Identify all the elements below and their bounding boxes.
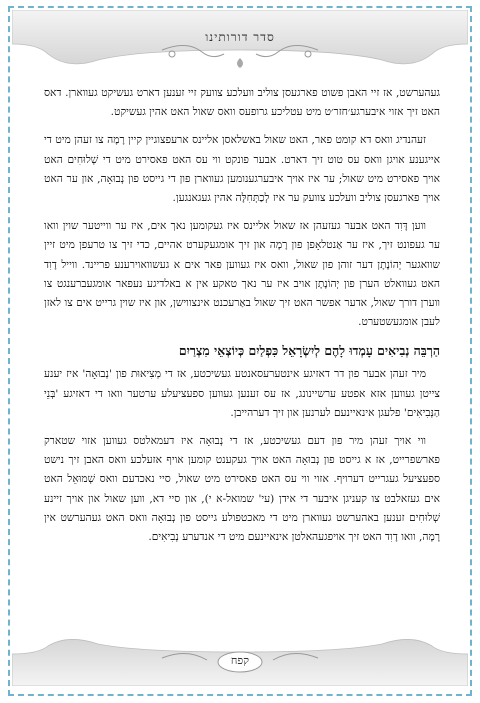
- paragraph-1: געהערשט, אז זיי האבן פשוט פארגעסן צוליב וועלכע צוועק זיי זענען דארט געשיקט געווארן. דאס האט זיך אזוי איבערגע׳חזר׳ט מיט עטליכע גרופעס וואס שאול האט אהין געשיקט.: [44, 87, 440, 119]
- body-text: [44, 84, 440, 556]
- paragraph-5: ווי אויך זעהן מיר פון דעם געשיכטע, אז די נְבוּאָה איז דעמאלטס געווען אזוי שטארק פארשפרייט, אז א גייסט פון נְבוּאָה האט אויך געקענט קומען אויף אזעלכע וואס האבן זיך נישט ספעציעל געגרייט דערויף. אזוי ווי עס האט פאסירט מיט שאול, סיי נאכדעם וואס שְׁמוּאֵל האט אים געזאלבט צו קעניגן איבער די אידן (עי' שמואל-א י), און סיי דא, ווען שאול און אויך זיינע שְׁלוּחִים זענען באהערשט געווארן מיט די מאכטפולע גייסט פון נְבוּאָה וואס האט געהערשט אין רָמָה, וואו דָוִד האט זיך אויפגעהאלטן אינאיינעם מיט די אנדערע נְבִיאִים.: [44, 435, 440, 544]
- page-header: [12, 10, 468, 72]
- paragraph-2: זעהנדיג וואס דא קומט פאר, האט שאול באשלאסן אליינס ארעפצוגיין קיין רָמָה צו זעהן מיט די אייגענע אויגן וואס עס טוט זיך דארט. אבער פונקט ווי עס האט פאסירט מיט די שְׁלוּחִים האט אויך פאסירט מיט שאול; ער איז אויך איבערגענומען געווארן פון די גייסט פון נְבוּאָה, און ער האט אויך פארגעסן צוליב וועלכע צוועק ער איז לְכַתְּחִלָּה אהין געגאנגען.: [44, 134, 440, 205]
- paragraph-4: מיר זעהן אבער פון דר דאזיגע אינטערעסאנטע געשיכטע, אז די מְצִיאוּת פון 'נְבוּאָה' איז יענע צייטן געווען אזא אפטע ערשיינונג, אז עס זענען געווען ספעציעלע ערטער וואו די דאזיגע 'בְּנֵי הַנְּבִיאִים' פלעגן אינאיינעם לערנען און זיך דערהייבן.: [44, 368, 440, 419]
- section-heading: הַרְבֵּה נְבִיאִים עָמְדוּ לָהֶם לְיִשְׂרָאֵל כִּפְלַיִם כְּיוֹצְאֵי מִצְרַיִם: [178, 343, 440, 359]
- page-footer: [12, 636, 468, 686]
- running-header-title: סדר דורותינו: [205, 30, 275, 44]
- page-number: קפח: [230, 654, 250, 667]
- paragraph-3: ווען דָּוִד האט אבער געזעהן אז שאול אליינס איז געקומען נאך אים, איז ער ווייטער שוין וואו ער געפונט זיך, איז ער אַנטלאָפן פון רָמָה און זיך אומגעקערט אהיים, כדי זיך צו טרעפן מיט זיין שוואגער יְהוֹנָתָן דער זוהן פון שאול, וואס איז געווען פאר אים א געשוואוירענע פריינד. ווייל דָוִד האט געוואלט הערן פון יְהוֹנָתָן אויב איז ער נאך טאקע אין א באלדיגע נעפאר אומגעברענגט צו ווערן דורך שאול, אדער אפשר האט זיך שאול באַרעכנט אינצווישן, און איז שוין גרייט אים צו לאזן לעבן אומגעשטערט.: [44, 220, 440, 329]
